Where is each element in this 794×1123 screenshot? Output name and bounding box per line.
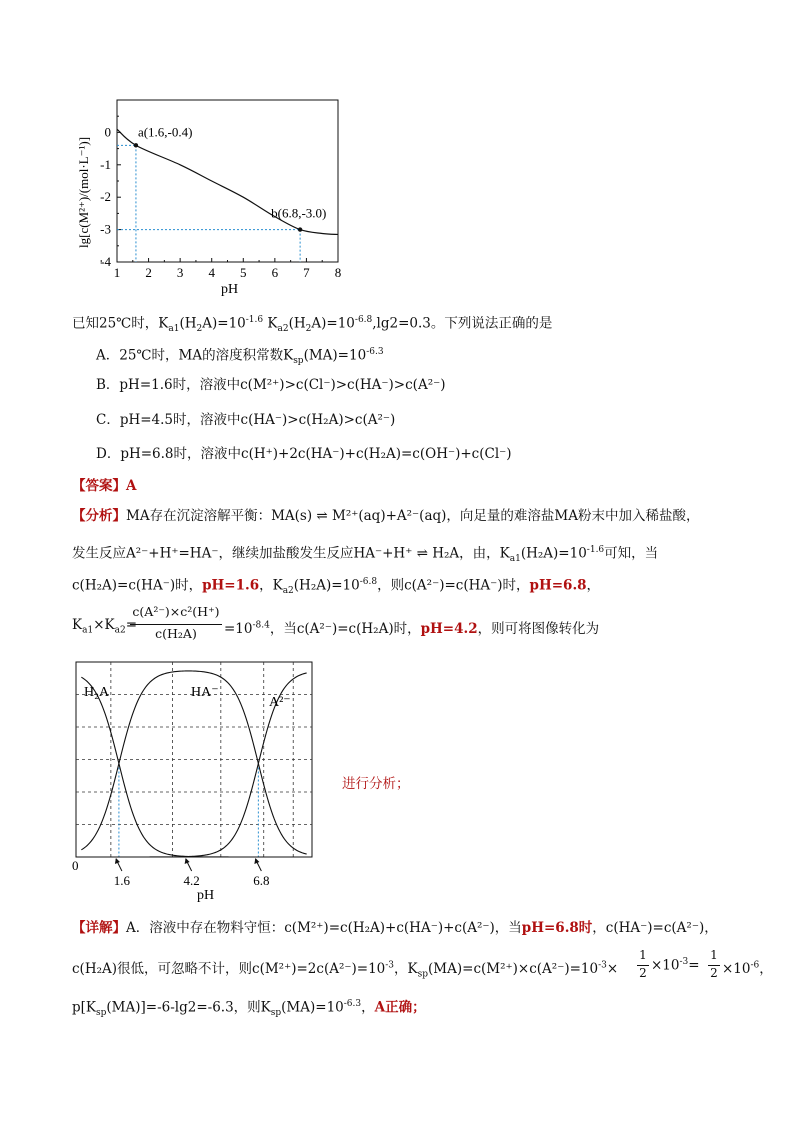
marker-label: 4.2 [183, 873, 200, 888]
a2-label: A²⁻ [269, 695, 291, 710]
y-tick-label: -2 [100, 189, 111, 205]
answer-line: 【答案】A [72, 478, 137, 494]
intro-line: 已知25℃时，$K_{a1}(H_2A)=10^{-1.6}$ $K_{a2}(H_2A)=10^{-6.8},\lg 2=0.3$。下列说法正确的是 [72, 315, 553, 335]
x-tick-label: 3 [176, 265, 184, 280]
ha-label: HA⁻ [191, 685, 219, 700]
option-a: A．25℃时，MA的溶度积常数$K_{sp}(MA)=10^{-6.3}$ [96, 347, 384, 367]
chart1-xlabel: pH [221, 282, 239, 297]
point-a-label: a(1.6,-0.4) [137, 124, 193, 140]
x-tick-label: 4 [208, 265, 215, 280]
ka-product-equation: $K_{a1}\times K_{a2}=$ c(A²⁻)×c²(H⁺) c(H₂A) $=10^{-8.4}$，当c(A²⁻)=c(H₂A)时，pH=4.2，则可将图像转化为 [72, 604, 600, 641]
x-tick-label: 6 [271, 265, 279, 280]
option-b: B．pH=1.6时，溶液中c(M²⁺)>c(Cl⁻)>c(HA⁻)>c(A²⁻) [96, 377, 446, 393]
y-tick-label: -3 [100, 221, 111, 237]
x-tick-label: 2 [145, 265, 152, 280]
fraction-denominator: c(H₂A) [155, 626, 197, 641]
analysis-line-3: c(H₂A)=c(HA⁻)时，pH=1.6，$K_{a2}(H_2A)=10^{-6.8}$，则c(A²⁻)=c(HA⁻)时，pH=6.8， [72, 577, 601, 597]
x-tick-label: 7 [303, 265, 310, 280]
detail-line-1: 【详解】A．溶液中存在物料守恒：c(M²⁺)=c(H₂A)+c(HA⁻)+c(A²⁻)，当pH=6.8时，c(HA⁻)=c(A²⁻)， [72, 920, 718, 936]
point-b-marker [298, 227, 302, 231]
option-d: D．pH=6.8时，溶液中c(H⁺)+2c(HA⁻)+c(H₂A)=c(OH⁻)+c(Cl⁻) [96, 446, 512, 462]
detail-line-2: c(H₂A)很低，可忽略不计，则$c(M^{2+})=2c(A^{2-})=10^{-3}$，$K_{sp}(MA)=c(M^{2+})\times c(A^{2-})=10^{-3}\times$ 1 2 $\times 10^{-3}=$ 1 2 $\times 10^{-6}$， [72, 948, 773, 980]
chart2-xlabel: pH [197, 888, 215, 903]
marker-label: 1.6 [113, 873, 131, 888]
detail-line-3: $p[K_{sp}(MA)]=-6-\lg 2=-6.3$，则$K_{sp}(MA)=10^{-6.3}$，A正确； [72, 999, 426, 1019]
analysis-line-2: 发生反应A²⁻+H⁺=HA⁻，继续加盐酸发生反应HA⁻+H⁺ ⇌ H₂A，由，$K_{a1}(H_2A)=10^{-1.6}$可知，当 [72, 545, 659, 565]
y-tick-label: -4 [100, 254, 111, 269]
option-c: C．pH=4.5时，溶液中c(HA⁻)>c(H₂A)>c(A²⁻) [96, 412, 396, 428]
x-tick-label: 8 [334, 265, 342, 280]
h2a-label: H₂A [84, 685, 110, 700]
analysis-line-1: 【分析】MA存在沉淀溶解平衡：MA(s) ⇌ M²⁺(aq)+A²⁻(aq)，向足量的难溶盐MA粉末中加入稀盐酸， [72, 508, 700, 524]
fraction-numerator: c(A²⁻)×c²(H⁺) [132, 604, 220, 619]
distribution-chart [66, 656, 326, 906]
x-tick-label: 1 [113, 265, 121, 280]
side-note: 进行分析； [342, 776, 410, 792]
marker-label: 6.8 [253, 873, 270, 888]
y-tick-label: 0 [104, 124, 111, 140]
point-a-marker [134, 143, 138, 147]
x-tick-label: 5 [240, 265, 247, 280]
answer-value: A [126, 478, 137, 494]
origin-label: 0 [72, 858, 79, 873]
point-b-label: b(6.8,-3.0) [271, 205, 327, 221]
solubility-chart [70, 88, 360, 300]
y-tick-label: -1 [100, 156, 111, 172]
chart1-ylabel: lg[c(M²⁺)/(mol·L⁻¹)] [76, 136, 91, 248]
